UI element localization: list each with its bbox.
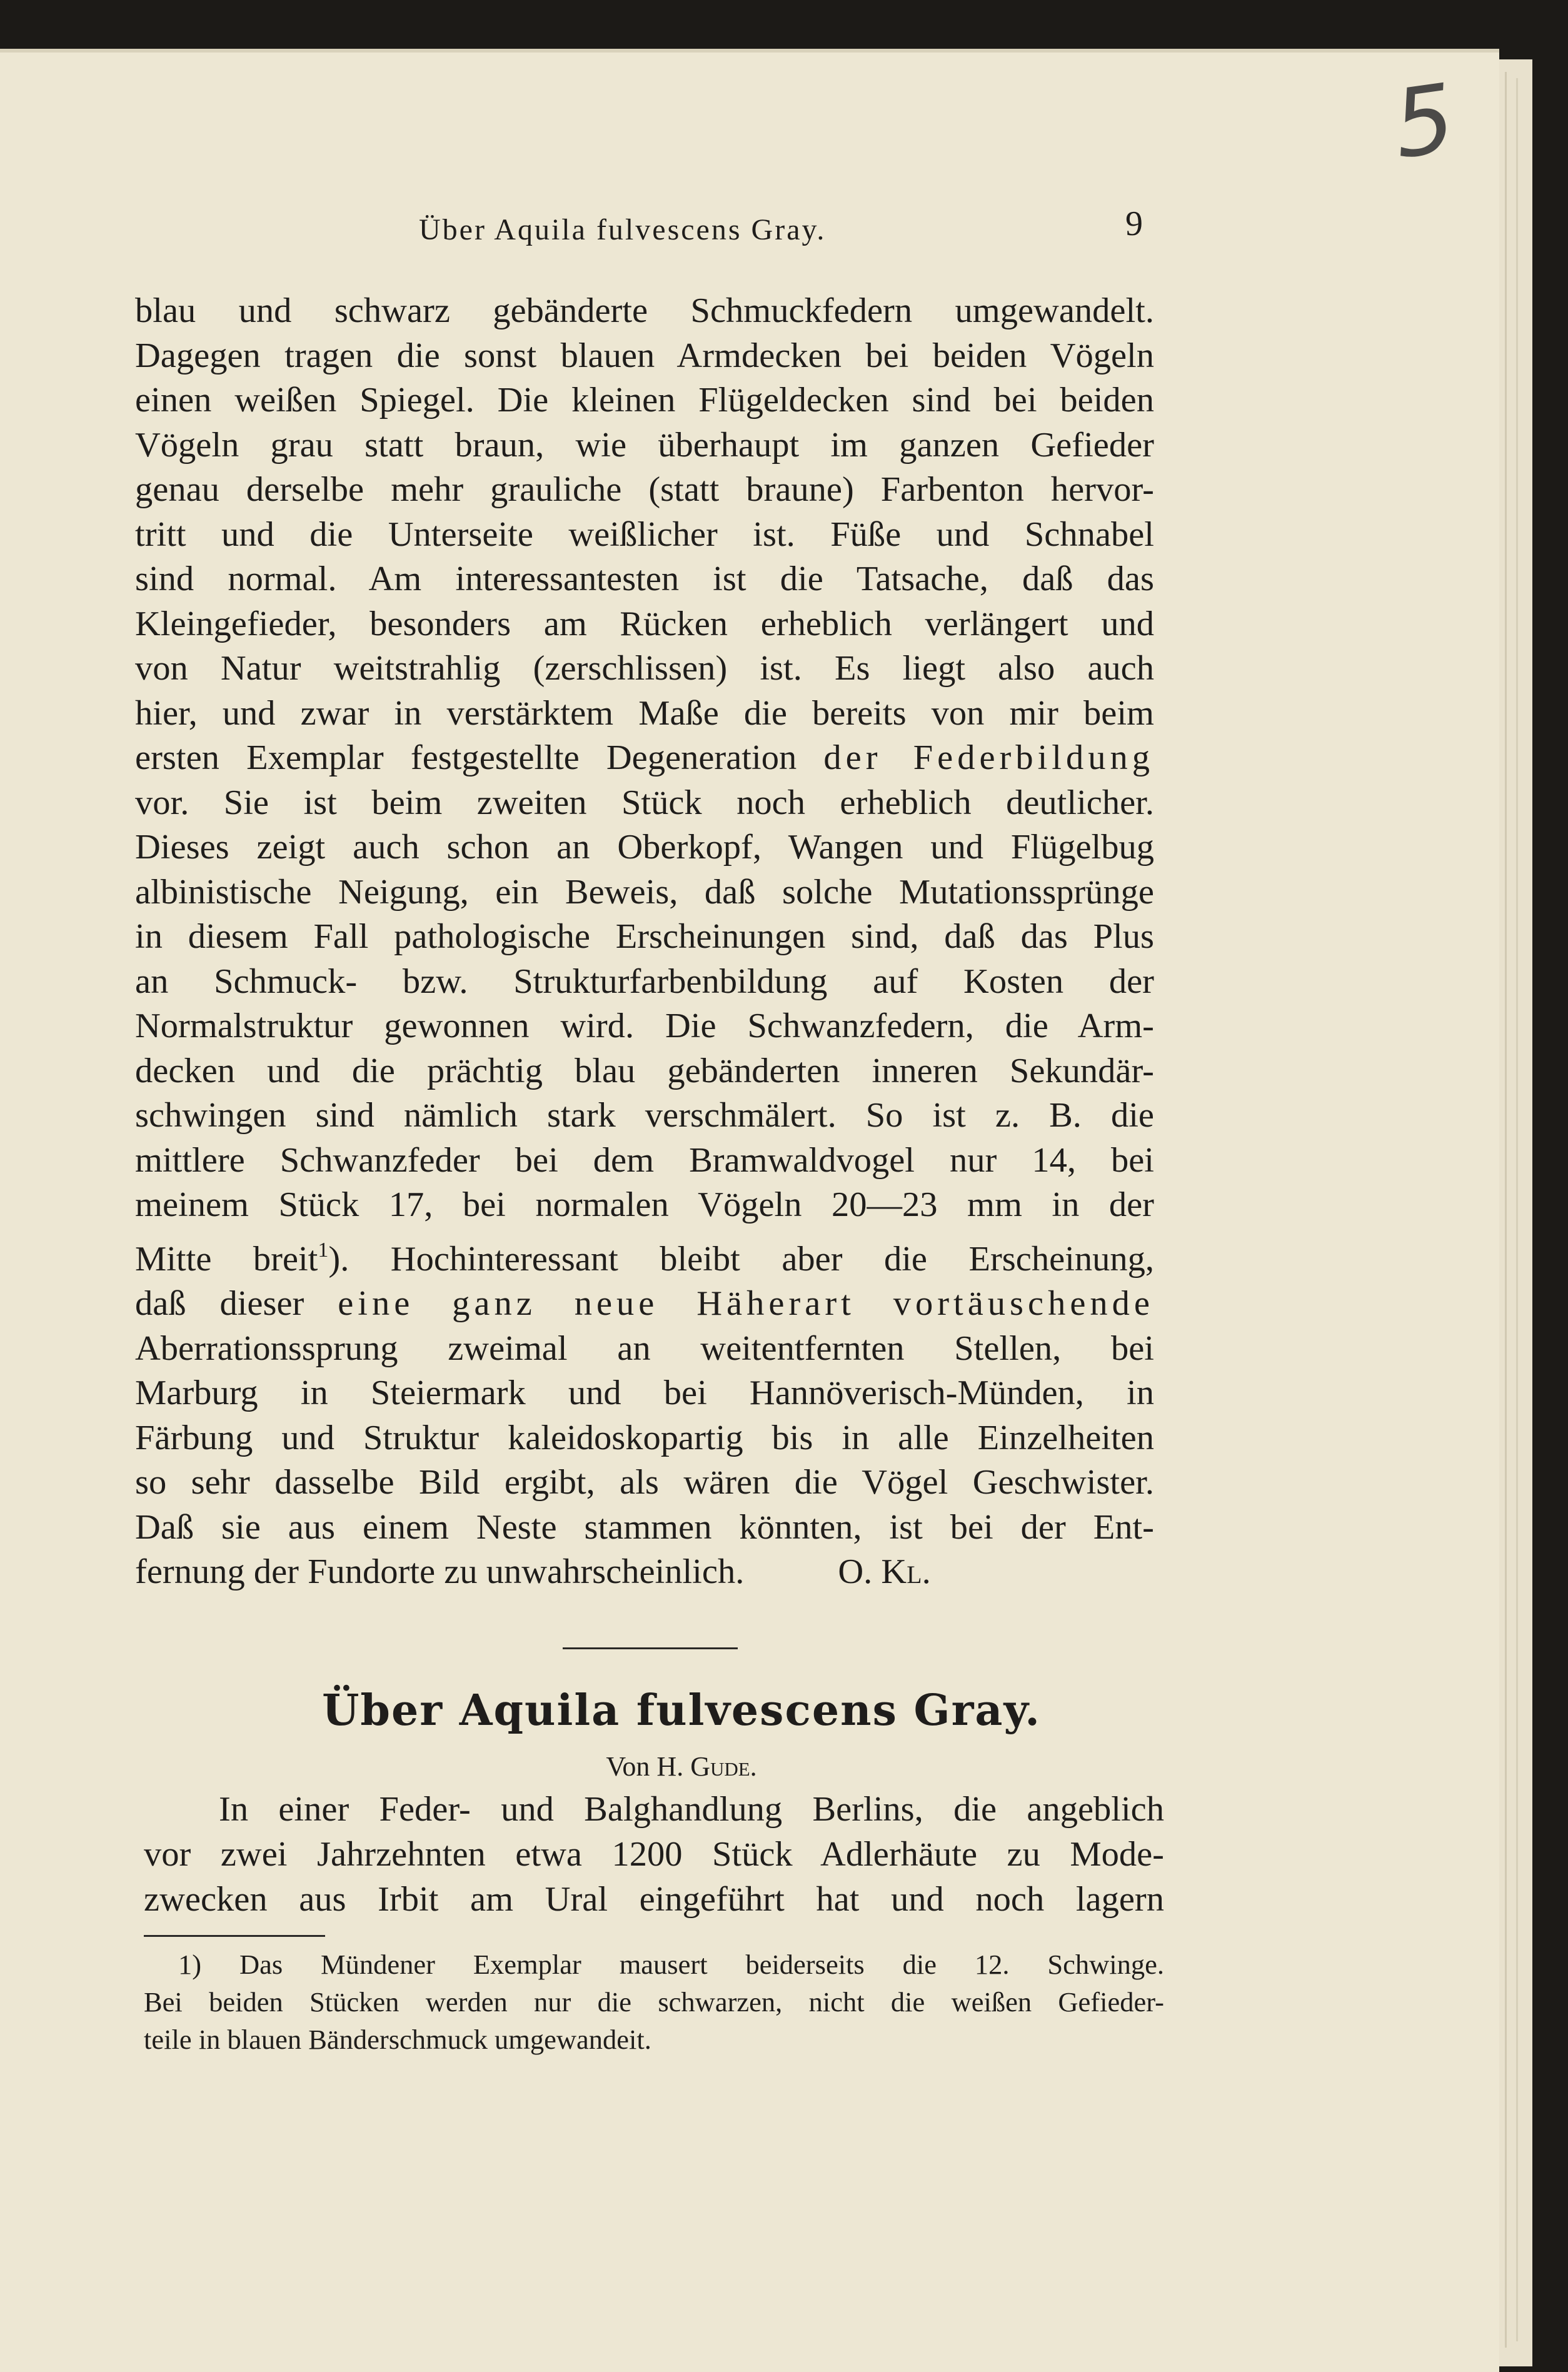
text-line: albinistische Neigung, ein Beweis, daß solche Mutationssprünge [135, 872, 1154, 912]
text-line [135, 1228, 1154, 1282]
text-line: meinem Stück 17, bei normalen Vögeln 20—23 mm in der [135, 1185, 1154, 1224]
footnote-rule [144, 1935, 325, 1937]
text-line-part: ersten Exemplar festgestellte Degeneration [135, 738, 824, 777]
main-text-block [135, 289, 1154, 1595]
text-line [135, 1550, 1154, 1595]
text-line: Dieses zeigt auch schon an Oberkopf, Wangen und Flügelbug [135, 828, 1154, 867]
text-line-part: ). Hochinteressant bleibt aber die Erscheinung, [328, 1239, 1154, 1279]
text-line: Marburg in Steiermark und bei Hannöverisch-Münden, in [135, 1374, 1154, 1412]
footnote-line: teile in blauen Bänderschmuck umgewandeit. [144, 2024, 651, 2055]
section-divider [563, 1647, 738, 1649]
text-line: sind normal. Am interessantesten ist die Tatsache, daß das [135, 560, 1154, 598]
page-edge-line [1516, 78, 1518, 2341]
text-line-part: fernung der Fundorte zu unwahrscheinlich. [135, 1552, 745, 1591]
footnote [144, 1946, 1164, 2058]
text-line [135, 736, 1154, 781]
text-line: schwingen sind nämlich stark verschmälert. So ist z. B. die [135, 1096, 1154, 1135]
byline-author: H. Gude. [656, 1751, 757, 1782]
article-byline [0, 1751, 1363, 1782]
text-line: blau und schwarz gebänderte Schmuckfedern umgewandelt. [135, 291, 1154, 330]
byline-prefix: Von [606, 1751, 657, 1782]
text-line: Normalstruktur gewonnen wird. Die Schwanzfedern, die Arm- [135, 1007, 1154, 1045]
text-line: mittlere Schwanzfeder bei dem Bramwaldvogel nur 14, bei [135, 1140, 1154, 1180]
book-page [0, 49, 1499, 2372]
author-signature: O. Kl. [838, 1552, 931, 1591]
article-title: Über Aquila fulvescens Gray. [322, 1686, 1041, 1736]
footnote-line: Bei beiden Stücken werden nur die schwarzen, nicht die weißen Gefieder- [144, 1986, 1164, 2018]
spaced-emphasis: eine ganz neue Häherart vortäuschende [338, 1284, 1155, 1323]
text-line: so sehr dasselbe Bild ergibt, als wären die Vögel Geschwister. [135, 1463, 1154, 1502]
article-text-block [144, 1787, 1164, 1922]
footnote-line [144, 1946, 1164, 1983]
footnote-text: Das Mündener Exemplar mausert beiderseits die 12. Schwinge. [239, 1949, 1165, 1980]
text-line-part: Mitte breit [135, 1239, 318, 1279]
text-line: einen weißen Spiegel. Die kleinen Flügeldecken sind bei beiden [135, 381, 1154, 420]
text-line: decken und die prächtig blau gebänderten inneren Sekundär- [135, 1051, 1154, 1090]
text-line: von Natur weitstrahlig (zerschlissen) ist. Es liegt also auch [135, 649, 1154, 688]
text-line: Dagegen tragen die sonst blauen Armdecken bei beiden Vögeln [135, 336, 1154, 375]
pencil-folio-mark: 5 [1387, 64, 1462, 180]
text-line: tritt und die Unterseite weißlicher ist. Füße und Schnabel [135, 515, 1154, 554]
text-line: vor. Sie ist beim zweiten Stück noch erheblich deutlicher. [135, 783, 1154, 822]
text-line [135, 1282, 1154, 1327]
text-line: in diesem Fall pathologische Erscheinungen sind, daß das Plus [135, 917, 1154, 956]
page-edge-line [1505, 72, 1507, 2348]
footnote-marker: 1) [178, 1949, 202, 1980]
footnote-reference: 1 [318, 1238, 329, 1262]
text-line-part: daß dieser [135, 1284, 338, 1323]
page-number: 9 [1125, 204, 1143, 243]
running-head: Über Aquila fulvescens Gray. [419, 213, 827, 246]
text-line: Kleingefieder, besonders am Rücken erheblich verlängert und [135, 604, 1154, 643]
page-stack-edge [1494, 59, 1532, 2366]
text-line: hier, und zwar in verstärktem Maße die bereits von mir beim [135, 693, 1154, 733]
text-line: Färbung und Struktur kaleidoskopartig bis in alle Einzelheiten [135, 1418, 1154, 1457]
text-line: zwecken aus Irbit am Ural eingeführt hat und noch lagern [144, 1880, 1164, 1919]
text-line: genau derselbe mehr grauliche (statt braune) Farbenton hervor- [135, 470, 1154, 509]
text-line: an Schmuck- bzw. Strukturfarbenbildung auf Kosten der [135, 962, 1154, 1001]
text-line: Vögeln grau statt braun, wie überhaupt im ganzen Gefieder [135, 425, 1154, 465]
text-line: Aberrationssprung zweimal an weitentfernten Stellen, bei [135, 1329, 1154, 1368]
text-line: Daß sie aus einem Neste stammen könnten, ist bei der Ent- [135, 1507, 1154, 1547]
text-line: vor zwei Jahrzehnten etwa 1200 Stück Adlerhäute zu Mode- [144, 1835, 1164, 1874]
spaced-emphasis: der Federbildung [823, 738, 1154, 777]
text-line: In einer Feder- und Balghandlung Berlins, die angeblich [219, 1790, 1164, 1829]
